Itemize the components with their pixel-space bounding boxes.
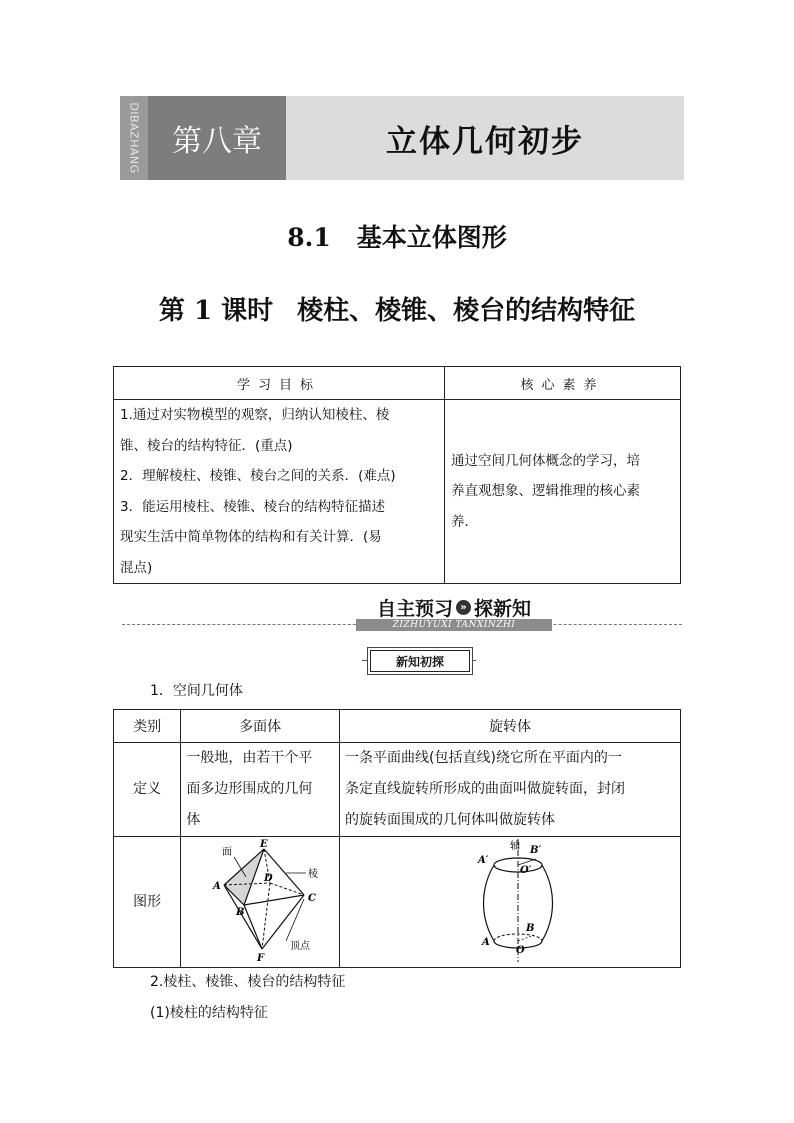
- edge-line: [264, 849, 304, 895]
- def-line: 条定直线旋转所形成的曲面叫做旋转面，封闭: [345, 781, 625, 797]
- vertex-pointer: [286, 899, 304, 941]
- goals-cell: [114, 400, 445, 584]
- goal-line: 2．理解棱柱、棱锥、棱台之间的关系．(难点): [120, 468, 396, 484]
- header-category: 类别: [114, 710, 181, 743]
- point-label-O-prime: O′: [520, 865, 532, 876]
- goal-line: 现实生活中简单物体的结构和有关计算．(易: [120, 529, 382, 545]
- objectives-body-row: [114, 400, 681, 584]
- goal-line: 3．能运用棱柱、棱锥、棱台的结构特征描述: [120, 498, 386, 515]
- polyhedron-definition: [181, 743, 340, 837]
- header-solid-of-revolution: 旋转体: [340, 710, 681, 743]
- banner-side-text: DIBAZHANG: [127, 102, 141, 174]
- revolution-solid-figure: [340, 837, 680, 967]
- lesson-number: 第 1 课时: [158, 296, 274, 326]
- point-label-D: D: [264, 873, 273, 884]
- point-label-C: C: [308, 893, 317, 904]
- header-goals: 学习目标: [114, 367, 445, 400]
- literacy-line: 养.: [451, 513, 469, 530]
- radius-line: [518, 935, 534, 941]
- point-label-B: B: [236, 907, 245, 918]
- item-2-heading: 2.棱柱、棱锥、棱台的结构特征: [150, 974, 346, 990]
- objectives-header-row: [114, 367, 681, 400]
- goal-line: 锥、棱台的结构特征．(重点): [120, 437, 293, 454]
- polyhedron-figure-cell: [181, 837, 340, 968]
- point-label-A: A: [482, 937, 490, 948]
- face-label: 面: [222, 847, 233, 858]
- definition-label: 定义: [114, 743, 181, 837]
- geometry-table: [113, 709, 681, 968]
- section-title: [0, 218, 794, 254]
- geo-figure-row: [114, 837, 681, 968]
- vertex-label: 顶点: [290, 941, 311, 952]
- header-polyhedron: 多面体: [181, 710, 340, 743]
- new-knowledge-tag: 新知初探: [370, 650, 470, 672]
- point-label-O: O: [516, 945, 525, 956]
- def-line: 的旋转面围成的几何体叫做旋转体: [345, 812, 555, 828]
- def-line: 面多边形围成的几何: [186, 781, 313, 797]
- point-label-A-prime: A′: [478, 855, 489, 866]
- literacy-line: 通过空间几何体概念的学习，培: [451, 452, 640, 469]
- arrow-icon: »: [456, 600, 471, 615]
- def-line: 一般地，由若干个平: [186, 750, 313, 766]
- header-literacy: 核心素养: [445, 367, 681, 400]
- point-label-B: B: [526, 923, 535, 934]
- octahedron-figure: [186, 837, 334, 967]
- figure-label: 图形: [114, 837, 181, 968]
- item-2-1-heading: (1)棱柱的结构特征: [150, 1005, 268, 1021]
- chapter-label: 第八章: [148, 96, 286, 180]
- goal-line: 1.通过对实物模型的观察，归纳认知棱柱、棱: [120, 407, 390, 423]
- lesson-name: 棱柱、棱锥、棱台的结构特征: [297, 296, 636, 326]
- chapter-title: 立体几何初步: [386, 123, 584, 160]
- hidden-edge-line: [262, 883, 270, 949]
- point-label-F: F: [257, 953, 265, 964]
- def-line: 一条平面曲线(包括直线)绕它所在平面内的一: [345, 750, 622, 766]
- edge-line: [244, 895, 304, 905]
- item-1-heading: 1．空间几何体: [150, 683, 243, 699]
- section-name: 基本立体图形: [356, 223, 507, 252]
- point-label-E: E: [260, 839, 268, 850]
- goal-line: 混点): [120, 559, 153, 576]
- revolution-definition: [340, 743, 681, 837]
- point-label-B-prime: B′: [530, 845, 542, 856]
- point-label-A: A: [213, 881, 221, 892]
- literacy-line: 养直观想象、逻辑推理的核心素: [451, 483, 640, 500]
- edge-label: 棱: [308, 869, 319, 880]
- geo-definition-row: [114, 743, 681, 837]
- literacy-cell: [445, 400, 681, 584]
- preview-title-left: 自主预习: [376, 597, 453, 620]
- banner-side-strip: [120, 96, 148, 180]
- preview-title-right: 探新知: [474, 597, 532, 620]
- lesson-title: [0, 290, 794, 327]
- preview-heading: [356, 595, 552, 631]
- preview-subtitle: ZIZHUYUXI TANXINZHI: [356, 619, 552, 631]
- geo-header-row: [114, 710, 681, 743]
- chapter-banner: [120, 96, 684, 180]
- right-generatrix: [542, 865, 553, 941]
- revolution-figure-cell: [340, 837, 681, 968]
- section-number: 8.1: [287, 223, 331, 252]
- left-generatrix: [484, 865, 495, 941]
- axis-label: 轴: [510, 841, 520, 852]
- def-line: 体: [186, 812, 201, 828]
- objectives-table: [113, 366, 681, 584]
- edge-line: [244, 905, 262, 949]
